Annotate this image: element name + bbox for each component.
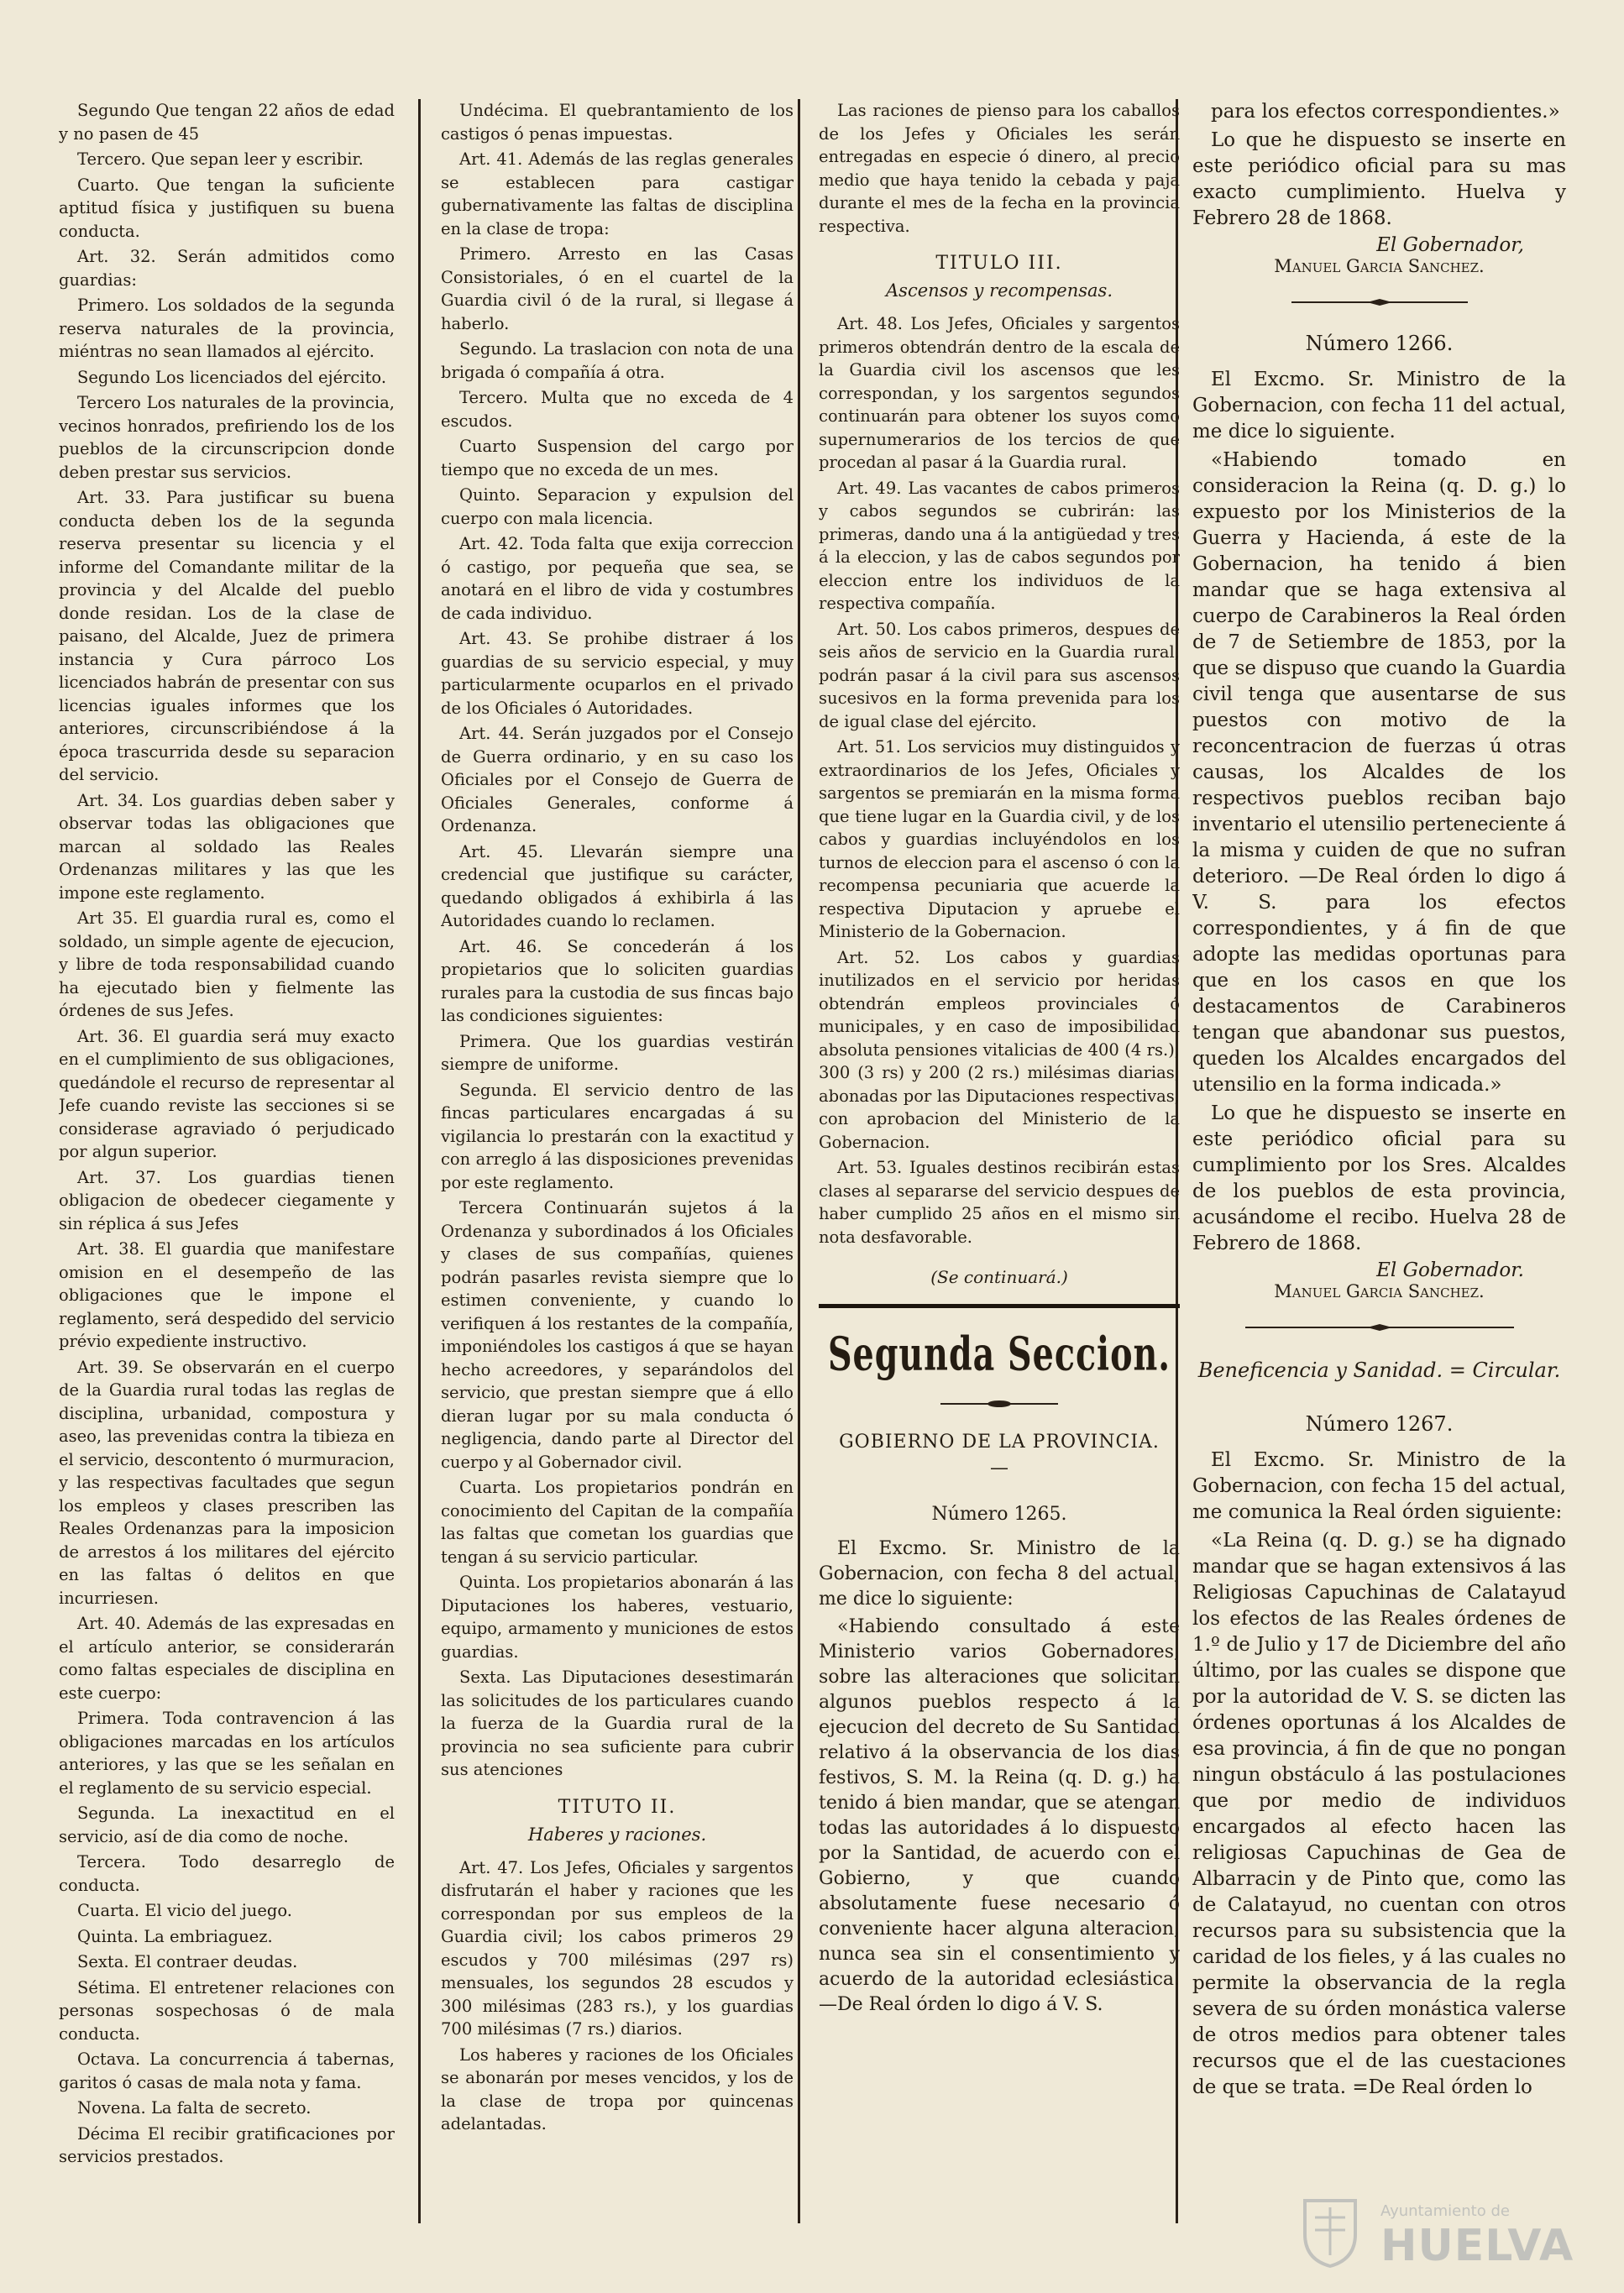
signature-title: El Gobernador. — [1376, 1259, 1524, 1281]
paragraph: Art. 43. Se prohibe distraer á los guardias de su servicio especial, y muy particularmente ocuparlos en el privado de los Oficiales ó Autoridades. — [441, 629, 794, 718]
subtitle-heading: Haberes y raciones. — [527, 1824, 707, 1845]
paragraph: Art. 39. Se observarán en el cuerpo de la Guardia rural todas las reglas de disciplina, urbanidad, compostura y aseo, las prevenidas contra la tibieza en el servicio, descontento ó murmuracion, y las respectivas facultades que segun los empleos y clases prescriben las Reales Ordenanzas para la imposicion de arrestos á los militares del ejército en las faltas ó delitos en que incurriesen. — [59, 1357, 395, 1608]
signature-name: Manuel Garcia Sanchez. — [1274, 256, 1485, 276]
column-2 — [441, 99, 794, 2249]
paragraph: Art. 37. Los guardias tienen obligacion de obedecer ciegamente y sin réplica á sus Jefes — [59, 1167, 395, 1233]
paragraph: Segunda. El servicio dentro de las fincas particulares encargadas á su vigilancia lo prestarán con la exactitud y con arreglo á las disposiciones prevenidas por este reglamento. — [441, 1080, 794, 1192]
paragraph: Art. 36. El guardia será muy exacto en el cumplimiento de sus obligaciones, quedándole el recurso de representar al Jefe cuando reviste las secciones si se considerase agraviado ó perjudicado por algun superior. — [59, 1026, 395, 1161]
paragraph: Art 35. El guardia rural es, como el soldado, un simple agente de ejecucion, y libre de toda responsabilidad cuando ha ejecutado bien y fielmente las órdenes de sus Jefes. — [59, 908, 395, 1020]
paragraph: Tercera Continuarán sujetos á la Ordenanza y subordinados á los Oficiales y clases de sus compañías, quienes podrán pasarles revista siempre que lo estimen conveniente, y cuando lo verifiquen á los restantes de la compañía, imponiéndoles los castigos á que se hayan hecho acreedores, y separándolos del servicio, que prestan siempre que á ello dieran lugar por su mala conducta ó negligencia, dando parte al Director del cuerpo y al Gobernador civil. — [441, 1198, 794, 1472]
subtitle-heading: Ascensos y recompensas. — [886, 280, 1113, 301]
paragraph: Undécima. El quebrantamiento de los castigos ó penas impuestas. — [441, 101, 794, 144]
paragraph: El Excmo. Sr. Ministro de la Gobernacion, con fecha 8 del actual, me dice lo siguiente: — [819, 1538, 1180, 1610]
ornament-divider — [1291, 298, 1468, 306]
paragraph: Art. 46. Se concederán á los propietarios que lo soliciten guardias rurales para la custodia de sus fincas bajo las condiciones siguientes: — [441, 936, 794, 1025]
paragraph: El Excmo. Sr. Ministro de la Gobernacion, con fecha 11 del actual, me dice lo siguiente. — [1192, 369, 1566, 442]
paragraph: Art. 47. Los Jefes, Oficiales y sargentos disfrutarán el haber y raciones que les correspondan por sus empleos de la Guardia civil; los cabos primeros 29 escudos y 700 milésimas (297 rs) mensuales, los segundos 28 escudos y 300 milésimas (283 rs.), y los guardias 700 milésimas (7 rs.) diarios. — [441, 1857, 794, 2039]
signature-title: El Gobernador, — [1376, 234, 1524, 256]
column-rule — [418, 99, 421, 2223]
column-3 — [819, 99, 1180, 2249]
paragraph: Sétima. El entretener relaciones con personas sospechosas ó de mala conducta. — [59, 1977, 395, 2044]
paragraph: Tercero. Que sepan leer y escribir. — [77, 149, 364, 169]
paragraph: Art. 45. Llevarán siempre una credencial que justifique su carácter, quedando obligados á exhibirla á las Autoridades cuando lo reclamen. — [441, 841, 794, 930]
paragraph: «Habiendo tomado en consideracion la Reina (q. D. g.) lo expuesto por los Ministerios de la Guerra y Hacienda, á este de la Gobernacion, ha tenido á bien mandar que se haga extensiva al cuerpo de Carabineros la Real órden de 7 de Setiembre de 1853, por la que se dispuso que cuando la Guardia civil tenga que ausentarse de sus puestos con motivo de la reconcentracion de fuerzas ú otras causas, los Alcaldes de los respectivos pueblos reciban bajo inventario el utensilio perteneciente á la misma y cuiden de que no sufran deterioro. —De Real órden lo digo á V. S. para los efectos correspondientes, y á fin de que adopte las medidas oportunas para que en los casos en que los destacamentos de Carabineros tengan que abandonar sus puestos, queden los Alcaldes encargados del utensilio en la forma indicada.» — [1192, 449, 1566, 1096]
signature-name: Manuel Garcia Sanchez. — [1274, 1281, 1485, 1301]
paragraph: Primero. Arresto en las Casas Consistoriales, ó en el cuartel de la Guardia civil ó de la rural, si llegase á haberlo. — [441, 244, 794, 333]
paragraph: Sexta. El contraer deudas. — [77, 1952, 298, 1971]
paragraph: «La Reina (q. D. g.) se ha dignado mandar que se hagan extensivos á las Religiosas Capuchinas de Calatayud los efectos de las Reales órdenes de 1.º de Julio y 17 de Diciembre del año último, por las cuales se dispone que por la autoridad de V. S. se dicten las órdenes oportunas á los Alcaldes de esa provincia, á fin de que no pongan ningun obstáculo á las postulaciones que por medio de individuos encargados al efecto hacen las religiosas Capuchinas de Gea de Albarracin y de Pinto que, como las de Calatayud, no cuentan con otros recursos para su subsistencia que la caridad de los fieles, y á las cuales no permite la observancia de la regla severa de su órden monástica valerse de otros medios para obtener tales recursos que el de las cuestaciones de que se trata. =De Real órden lo — [1192, 1530, 1566, 2098]
section-title: Segunda Seccion. — [827, 1327, 1171, 1382]
paragraph: Cuarta. El vicio del juego. — [77, 1901, 292, 1920]
paragraph: Art. 42. Toda falta que exija correccion ó castigo, por pequeña que sea, se anotará en el libro de vida y costumbres de cada individuo. — [441, 534, 794, 623]
paragraph: Quinto. Separacion y expulsion del cuerpo con mala licencia. — [441, 485, 794, 528]
paragraph: Art. 32. Serán admitidos como guardias: — [59, 247, 395, 290]
coat-of-arms-icon — [1297, 2192, 1364, 2268]
paragraph: Sexta. Las Diputaciones desestimarán las solicitudes de los particulares cuando la fuerza de la Guardia rural de la provincia no sea suficiente para cubrir sus atenciones — [441, 1667, 794, 1779]
watermark-line-1: Ayuntamiento de — [1380, 2202, 1510, 2220]
paragraph: Tercera. Todo desarreglo de conducta. — [59, 1852, 395, 1895]
column-4 — [1192, 99, 1566, 2249]
paragraph: El Excmo. Sr. Ministro de la Gobernacion, con fecha 15 del actual, me comunica la Real órden siguiente: — [1192, 1449, 1566, 1523]
watermark — [1297, 2192, 1574, 2272]
title-heading: TITULO III. — [935, 253, 1063, 274]
paragraph: Quinta. La embriaguez. — [77, 1926, 273, 1946]
paragraph: Lo que he dispuesto se inserte en este periódico oficial para su mas exacto cumplimiento. Huelva y Febrero 28 de 1868. — [1192, 129, 1566, 229]
paragraph: Lo que he dispuesto se inserte en este periódico oficial para su cumplimiento por los Sres. Alcaldes de los pueblos de esta provincia, acusándome el recibo. Huelva 28 de Febrero de 1868. — [1192, 1102, 1566, 1254]
paragraph: Segundo Que tengan 22 años de edad y no pasen de 45 — [59, 101, 395, 144]
paragraph: Segunda. La inexactitud en el servicio, así de dia como de noche. — [59, 1804, 395, 1846]
number-heading: Número 1267. — [1305, 1412, 1454, 1436]
column-rule — [798, 99, 800, 2223]
government-heading: GOBIERNO DE LA PROVINCIA. — [839, 1432, 1160, 1453]
paragraph: Las raciones de pienso para los caballos de los Jefes y Oficiales les serán entregadas en especie ó dinero, al precio medio que haya tenido la cebada y paja durante el mes de la fecha en la provincia respectiva. — [819, 101, 1180, 236]
paragraph: Art. 44. Serán juzgados por el Consejo de Guerra ordinario, y en su caso los Oficiales por el Consejo de Guerra de Oficiales Generales, conforme á Ordenanza. — [441, 724, 794, 835]
title-heading: TITUTO II. — [558, 1796, 677, 1818]
paragraph: para los efectos correspondientes.» — [1211, 101, 1560, 123]
paragraph: Décima El recibir gratificaciones por servicios prestados. — [59, 2123, 395, 2166]
paragraph: Art. 52. Los cabos y guardias inutilizados en el servicio por heridas obtendrán empleos provinciales ó municipales, y en caso de imposibilidad absoluta pensiones vitalicias de 400 (4 rs.), 300 (3 rs) y 200 (2 rs.) milésimas diarias, abonadas por las Diputaciones respectivas, con aprobacion del Ministerio de la Gobernacion. — [819, 947, 1180, 1152]
number-heading: Número 1266. — [1305, 332, 1454, 355]
paragraph: Tercero Los naturales de la provincia, vecinos honrados, prefiriendo los de los pueblos de la circunscripcion donde deben prestar sus servicios. — [59, 393, 395, 482]
paragraph: Segundo. La traslacion con nota de una brigada ó compañía á otra. — [441, 339, 794, 382]
dash-separator: — — [990, 1458, 1008, 1479]
paragraph: Los haberes y raciones de los Oficiales se abonarán por meses vencidos, y los de la clase de tropa por quincenas adelantadas. — [441, 2044, 794, 2133]
section-heading: Beneficencia y Sanidad. = Circular. — [1197, 1359, 1561, 1382]
paragraph: Segundo Los licenciados del ejército. — [77, 367, 387, 387]
paragraph: Art. 38. El guardia que manifestare omision en el desempeño de las obligaciones que le impone el reglamento, será despedido del servicio prévio expediente instructivo. — [59, 1239, 395, 1351]
paragraph: Quinta. Los propietarios abonarán á las Diputaciones los haberes, vestuario, equipo, armamento y municiones de estos guardias. — [441, 1573, 794, 1662]
paragraph: Art. 53. Iguales destinos recibirán estas clases al separarse del servicio despues de haber cumplido 25 años en el mismo sin nota desfavorable. — [819, 1158, 1180, 1247]
paragraph: Primera. Que los guardias vestirán siempre de uniforme. — [441, 1031, 794, 1074]
paragraph: Novena. La falta de secreto. — [77, 2098, 312, 2118]
paragraph: Art. 50. Los cabos primeros, despues de seis años de servicio en la Guardia rural, podrán pasar á la civil para sus ascensos sucesivos en la forma prevenida para los de igual clase del ejército. — [819, 619, 1180, 731]
paragraph: Art. 51. Los servicios muy distinguidos y extraordinarios de los Jefes, Oficiales y sargentos se premiarán en la misma forma que tiene lugar en la Guardia civil, y de los cabos y guardias incluyéndolos en los turnos de eleccion para el ascenso ó con la recompensa pecuniaria que acuerde la respectiva Diputacion y apruebe el Ministerio de la Gobernacion. — [819, 737, 1180, 941]
column-1 — [59, 99, 395, 2249]
paragraph: Art. 40. Además de las expresadas en el artículo anterior, se considerarán como faltas especiales de disciplina en este cuerpo: — [59, 1614, 395, 1703]
newspaper-page — [59, 99, 1570, 2249]
watermark-line-2: HUELVA — [1380, 2221, 1574, 2271]
paragraph: Art. 33. Para justificar su buena conducta deben los de la segunda reserva presentar su licencia y el informe del Comandante militar de la provincia y del Alcalde del pueblo donde residan. Los de la clase de paisano, del Alcalde, Juez de primera instancia y Cura párroco Los licenciados habrán de presentar con sus licencias iguales informes que los anteriores, circunscribiéndose á la época trascurrida desde su separacion del servicio. — [59, 488, 395, 784]
paragraph: Art. 49. Las vacantes de cabos primeros y cabos segundos se cubrirán: las primeras, dando una á la antigüedad y tres á la eleccion, y las de cabos segundos por eleccion entre los individuos de la respectiva compañía. — [819, 478, 1180, 613]
number-heading: Número 1265. — [931, 1504, 1067, 1525]
ornament-divider — [940, 1398, 1058, 1410]
paragraph: Primero. Los soldados de la segunda reserva naturales de la provincia, miéntras no sean llamados al ejército. — [59, 296, 395, 361]
paragraph: Art. 34. Los guardias deben saber y observar todas las obligaciones que marcan al soldado las Reales Ordenanzas militares y las que les impone este reglamento. — [59, 790, 395, 903]
paragraph: Octava. La concurrencia á tabernas, garitos ó casas de mala nota y fama. — [59, 2050, 395, 2092]
section-divider — [819, 1304, 1180, 1308]
paragraph: Cuarto. Que tengan la suficiente aptitud física y justifiquen su buena conducta. — [59, 175, 395, 241]
ornament-divider — [1245, 1323, 1514, 1332]
paragraph: Art. 41. Además de las reglas generales se establecen para castigar gubernativamente las faltas de disciplina en la clase de tropa: — [441, 149, 794, 238]
paragraph: Tercero. Multa que no exceda de 4 escudos. — [441, 388, 794, 431]
paragraph: Primera. Toda contravencion á las obligaciones marcadas en los artículos anteriores, y las que se les señalan en el reglamento de su servicio especial. — [59, 1709, 395, 1798]
paragraph: Cuarta. Los propietarios pondrán en conocimiento del Capitan de la compañía las faltas que cometan los guardias que tengan á su servicio particular. — [441, 1478, 794, 1567]
continued-note: (Se continuará.) — [930, 1267, 1068, 1287]
paragraph: Cuarto Suspension del cargo por tiempo que no exceda de un mes. — [441, 437, 794, 479]
paragraph: Art. 48. Los Jefes, Oficiales y sargentos primeros obtendrán dentro de la escala de la Guardia civil los ascensos que les correspondan, y los sargentos segundos continuarán para obtener los suyos como supernumerarios de los tercios de que procedan al pasar á la Guardia rural. — [819, 314, 1180, 472]
paragraph: «Habiendo consultado á este Ministerio varios Gobernadores, sobre las alteraciones que solicitan algunos pueblos respecto á la ejecucion del decreto de Su Santidad relativo á la observancia de los dias festivos, S. M. la Reina (q. D. g.) ha tenido á bien mandar, que se atengan todas las autoridades á lo dispuesto por la Santidad, de acuerdo con el Gobierno, y que cuando absolutamente fuese necesario ó conveniente hacer alguna alteracion, nunca sea sin el consentimiento y acuerdo de la autoridad eclesiástica. —De Real órden lo digo á V. S. — [819, 1616, 1180, 2015]
